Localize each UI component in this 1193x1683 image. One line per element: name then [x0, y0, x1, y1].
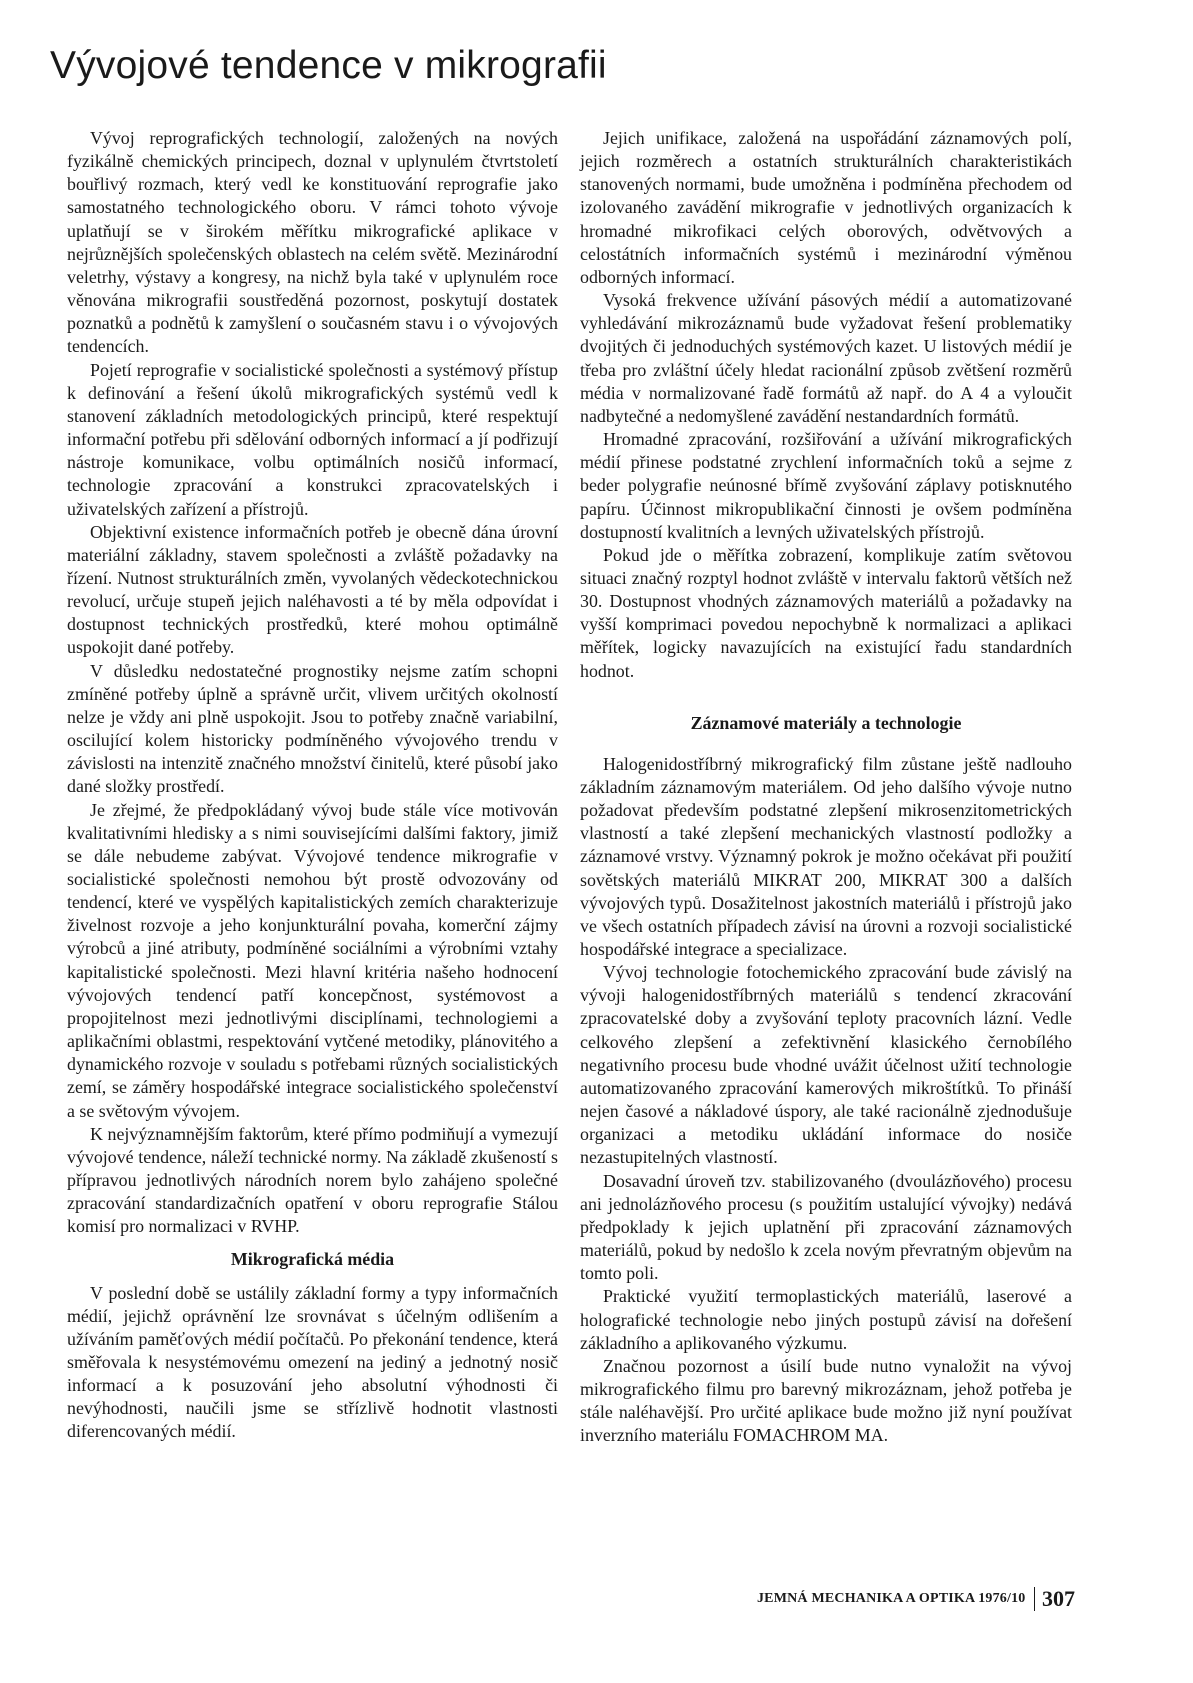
section-heading: Mikrografická média — [230, 1248, 395, 1269]
article-title: Vývojové tendence v mikrografii — [50, 44, 607, 87]
paragraph: Pojetí reprografie v socialistické společnosti a systémový přístup k definování a řešení úkolů mikrografických systémů vedl k stanovení základních metodologických principů, které respektují informační potřebu při sdělování odborných informací a jí podřizují nástroje komunikace, volbu optimálních nosičů informací, technologie zpracování a konstrukci zpracovatelských i uživatelských zařízení a přístrojů. — [67, 359, 558, 519]
left-column — [67, 127, 558, 1444]
footer-divider — [1034, 1587, 1036, 1611]
journal-name: JEMNÁ MECHANIKA A OPTIKA 1976/10 — [756, 1591, 1026, 1606]
right-column — [580, 127, 1072, 1447]
paragraph: V poslední době se ustálily základní formy a typy informačních médií, jejichž oprávnění lze srovnávat s účelným odlišením a užíváním paměťových médií počítačů. Po překonání tendence, která směřovala k nesystémovému omezení na jediný a jednotný nosič informací a k posuzování jeho absolutní výhodnosti či nevýhodnosti, naučili jsme se střízlivě hodnotit vlastnosti diferencovaných médií. — [67, 1282, 558, 1442]
paragraph: Praktické využití termoplastických materiálů, laserové a holografické technologie nebo jiných postupů závisí na dořešení základního a aplikovaného výzkumu. — [580, 1286, 1072, 1353]
paragraph: Značnou pozornost a úsilí bude nutno vynaložit na vývoj mikrografického filmu pro barevný mikrozáznam, jehož potřeba je stále naléhavější. Pro určité aplikace bude možno již nyní používat inverzního materiálu FOMACHROM MA. — [580, 1355, 1072, 1446]
paragraph: Objektivní existence informačních potřeb je obecně dána úrovní materiální základny, stavem společnosti a zvláště požadavky na řízení. Nutnost strukturálních změn, vyvolaných vědeckotechnickou revolucí, určuje stupeň jejich naléhavosti a té by měla odpovídat i dostupnost technických prostředků, které mohou optimálně uspokojit dané potřeby. — [67, 521, 558, 658]
paragraph: Pokud jde o měřítka zobrazení, komplikuje zatím světovou situaci značný rozptyl hodnot zvláště v intervalu faktorů větších než 30. Dostupnost vhodných záznamových materiálů a požadavky na vyšší komprimaci povedou nepochybně k normalizaci a aplikaci měřítek, logicky navazujících na existující řadu standardních hodnot. — [580, 544, 1072, 681]
paragraph: Je zřejmé, že předpokládaný vývoj bude stále více motivován kvalitativními hledisky a s nimi souvisejícími dalšími faktory, jimiž se dále nebudeme zabývat. Vývojové tendence mikrografie v socialistické společnosti nemohou být prostě odvozovány od tendencí, které ve vyspělých kapitalistických zemích charakterizuje živelnost rozvoje a jeho konjunkturální povaha, komerční zájmy výrobců a jiné atributy, podmíněné sociálními a výrobními vztahy kapitalistické společnosti. Mezi hlavní kritéria našeho hodnocení vývojových tendencí patří koncepčnost, systémovost a propojitelnost mezi jednotlivými disciplínami, technologiemi a aplikačními oblastmi, respektování vytčené metodiky, plánovitého a dynamického rozvoje v souladu s potřebami různých socialistických zemí, se záměry hospodářské integrace socialistického společenství a se světovým vývojem. — [67, 799, 558, 1121]
page-footer — [757, 1586, 1075, 1612]
paragraph: K nejvýznamnějším faktorům, které přímo podmiňují a vymezují vývojové tendence, náleží technické normy. Na základě zkušeností s přípravou jednotlivých národních norem bylo zahájeno společné zpracování standardizačních opatření v oboru reprografie Stálou komisí pro normalizaci v RVHP. — [67, 1123, 558, 1237]
paragraph: Dosavadní úroveň tzv. stabilizovaného (dvoulázňového) procesu ani jednolázňového procesu (s použitím ustalující vývojky) nedává předpoklady k jejich uplatnění při zpracování záznamových materiálů, pokud by nedošlo k zcela novým převratným objevům na tomto poli. — [580, 1170, 1072, 1284]
paragraph: V důsledku nedostatečné prognostiky nejsme zatím schopni zmíněné potřeby úplně a správně určit, vlivem určitých okolností nelze je vždy ani plně uspokojit. Jsou to potřeby značně variabilní, oscilující kolem historicky podmíněného vývojového trendu v závislosti na intenzitě značného množství činitelů, které působí jako dané složky prostředí. — [67, 660, 558, 797]
paragraph: Jejich unifikace, založená na uspořádání záznamových polí, jejich rozměrech a ostatních strukturálních charakteristikách stanovených normami, bude umožněna i podmíněna přechodem od izolovaného zavádění mikrografie v jednotlivých organizacích k hromadné mikrofikaci celých oborových, odvětvových a celostátních informačních systémů i mezinárodní výměnou odborných informací. — [580, 128, 1072, 287]
paragraph: Vývoj reprografických technologií, založených na nových fyzikálně chemických principech, doznal v uplynulém čtvrtstoletí bouřlivý rozmach, který vedl ke konstituování reprografie jako samostatného technologického oboru. V rámci tohoto vývoje uplatňují se v širokém měřítku mikrografické aplikace v nejrůznějších společenských oblastech na celém světě. Mezinárodní veletrhy, výstavy a kongresy, na nichž byla také v uplynulém roce věnována mikrografii soustředěná pozornost, poskytují dostatek poznatků a podnětů k zamyšlení o současném stavu i o vývojových tendencích. — [67, 128, 558, 357]
paragraph: Halogenidostříbrný mikrografický film zůstane ještě nadlouho základním záznamovým materiálem. Od jeho dalšího vývoje nutno požadovat především podstatné zlepšení mikrosenzitometrických vlastností a také zlepšení mechanických vlastností podložky a záznamové vrstvy. Významný pokrok je možno očekávat při použití sovětských materiálů MIKRAT 200, MIKRAT 300 a dalších vývojových typů. Dosažitelnost jakostních materiálů i přístrojů jako ve všech ostatních případech závisí na úrovni a rozvoji socialistické hospodářské integrace a specializace. — [580, 753, 1072, 959]
section-heading: Záznamové materiály a technologie — [690, 712, 962, 733]
paragraph: Vývoj technologie fotochemického zpracování bude závislý na vývoji halogenidostříbrných materiálů s tendencí zkracování zpracovatelské doby a zvyšování teploty pracovních lázní. Vedle celkového zlepšení a zefektivnění klasického černobílého negativního procesu bude vhodné uvážit účelnost užití technologie automatizovaného zpracování kamerových mikroštítků. To přináší nejen časové a nákladové úspory, ale také racionálně zjednodušuje organizaci a metodiku ukládání informace do nosiče nezastupitelných vlastností. — [580, 962, 1072, 1168]
paragraph: Vysoká frekvence užívání pásových médií a automatizované vyhledávání mikrozáznamů bude vyžadovat řešení problematiky dvojitých či jednoduchých systémových kazet. U listových médií je třeba pro zvláštní účely hledat racionální způsob zvětšení rozměrů média v normalizované řadě formátů až např. do A 4 a vyloučit nadbytečné a nedomyšlené zavádění nestandardních formátů. — [580, 290, 1072, 426]
page-number: 307 — [1042, 1586, 1075, 1611]
paragraph: Hromadné zpracování, rozšiřování a užívání mikrografických médií přinese podstatné zrychlení informačních toků a sejme z beder polygrafie neúnosné břímě zvyšování záplavy potisknutého papíru. Účinnost mikropublikační činnosti je ovšem podmíněna dostupností kvalitních a levných uživatelských přístrojů. — [580, 429, 1072, 542]
